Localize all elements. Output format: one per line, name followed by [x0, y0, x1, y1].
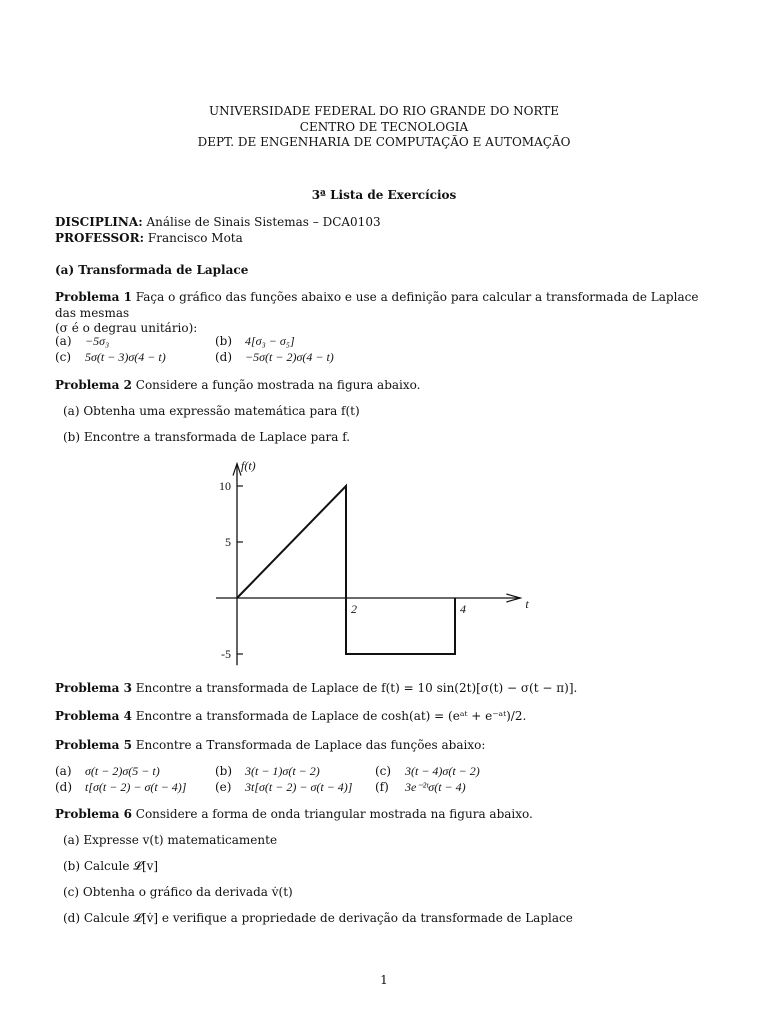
problem-1-items [55, 334, 334, 365]
header-line-2: CENTRO DE TECNOLOGIA [299, 119, 469, 134]
plot-ticks [219, 479, 466, 661]
problem-1 [55, 290, 715, 337]
problem-2 [55, 378, 420, 394]
item-label: (e) [215, 779, 232, 794]
plot-axes [216, 459, 529, 666]
y-tick-label: -5 [221, 647, 231, 661]
item-label: (a) [55, 764, 72, 778]
problem-3 [55, 681, 577, 697]
item-expr: σ(t − 2)σ(5 − t) [85, 764, 160, 778]
item-expr: −5σ(t − 2)σ(4 − t) [245, 349, 334, 364]
item-label: (d) [215, 349, 233, 364]
item-expr: t[σ(t − 2) − σ(t − 4)] [85, 779, 187, 794]
problem-4 [55, 709, 526, 725]
item-expr: −5σ₃ [85, 334, 110, 348]
item-expr: 3(t − 1)σ(t − 2) [245, 764, 320, 778]
problem-6-item-a: (a) Expresse v(t) matematicamente [63, 833, 278, 847]
problem-2-item-a: (a) Obtenha uma expressão matemática para f(t) [63, 404, 360, 418]
problem-6-text: Considere a forma de onda triangular mostrada na figura abaixo. [135, 807, 533, 821]
item-expr: 3(t − 4)σ(t − 2) [405, 764, 480, 778]
problem-6-item-c: (c) Obtenha o gráfico da derivada v̇(t) [63, 885, 293, 899]
problem-6-item-d: (d) Calcule 𝓛[v̇] e verifique a propriedade de derivação da transformade de Laplace [63, 911, 573, 925]
function-line [237, 486, 455, 654]
item-expr: 3t[σ(t − 2) − σ(t − 4)] [245, 779, 353, 794]
discipline-label: DISCIPLINA: [55, 215, 143, 229]
problem-2-label: Problema 2 [55, 378, 132, 392]
section-heading: (a) Transformada de Laplace [55, 263, 249, 277]
y-tick-label: 10 [219, 479, 231, 493]
professor-label: PROFESSOR: [55, 230, 145, 245]
item-expr: 4[σ₃ − σ₅] [245, 334, 295, 348]
item-label: (c) [375, 764, 392, 778]
course-info [55, 215, 381, 246]
item-label: (a) [55, 334, 72, 348]
plot-series [237, 486, 455, 654]
problem-1-text-2: (σ é o degrau unitário): [55, 321, 198, 336]
x-axis-label: t [525, 597, 529, 611]
university-header [0, 104, 768, 151]
discipline-value: Análise de Sinais Sistemas – DCA0103 [146, 215, 381, 229]
header-line-3: DEPT. DE ENGENHARIA DE COMPUTAÇÃO E AUTOMAÇÃO [197, 135, 571, 150]
problem-5 [55, 738, 485, 754]
document-title: 3ª Lista de Exercícios [311, 188, 457, 202]
problem-1-label: Problema 1 [55, 290, 132, 304]
problem-5-label: Problema 5 [55, 738, 132, 752]
page-number: 1 [380, 973, 388, 987]
problem-6-label: Problema 6 [55, 807, 132, 821]
problem-4-text: Encontre a transformada de Laplace de cosh(at) = (eᵃᵗ + e⁻ᵃᵗ)/2. [135, 709, 527, 723]
problem-2-text: Considere a função mostrada na figura abaixo. [135, 378, 421, 392]
function-plot [200, 452, 550, 672]
problem-1-text: Faça o gráfico das funções abaixo e use a definição para calcular a transformada de Laplace das mesmas [55, 290, 699, 320]
item-label: (c) [55, 349, 72, 364]
item-expr: 3e⁻²ᵗσ(t − 4) [405, 779, 466, 794]
item-label: (b) [215, 764, 233, 778]
problem-6 [55, 807, 533, 823]
problem-4-label: Problema 4 [55, 709, 132, 723]
problem-3-text: Encontre a transformada de Laplace de f(t) = 10 sin(2t)[σ(t) − σ(t − π)]. [135, 681, 578, 695]
x-tick-label: 4 [460, 602, 466, 616]
x-tick-label: 2 [351, 602, 357, 616]
y-tick-label: 5 [225, 535, 231, 549]
y-axis-label: f(t) [241, 458, 256, 473]
problem-2-item-b: (b) Encontre a transformada de Laplace para f. [63, 430, 351, 444]
header-line-1: UNIVERSIDADE FEDERAL DO RIO GRANDE DO NORTE [208, 104, 560, 118]
problem-5-items [55, 764, 480, 795]
item-label: (b) [215, 334, 233, 348]
problem-5-text: Encontre a Transformada de Laplace das funções abaixo: [135, 738, 486, 752]
problem-3-label: Problema 3 [55, 681, 132, 695]
item-expr: 5σ(t − 3)σ(4 − t) [85, 349, 166, 364]
professor-value: Francisco Mota [147, 230, 243, 245]
item-label: (f) [375, 779, 389, 794]
problem-6-item-b: (b) Calcule 𝓛[v] [63, 859, 159, 873]
item-label: (d) [55, 779, 73, 794]
